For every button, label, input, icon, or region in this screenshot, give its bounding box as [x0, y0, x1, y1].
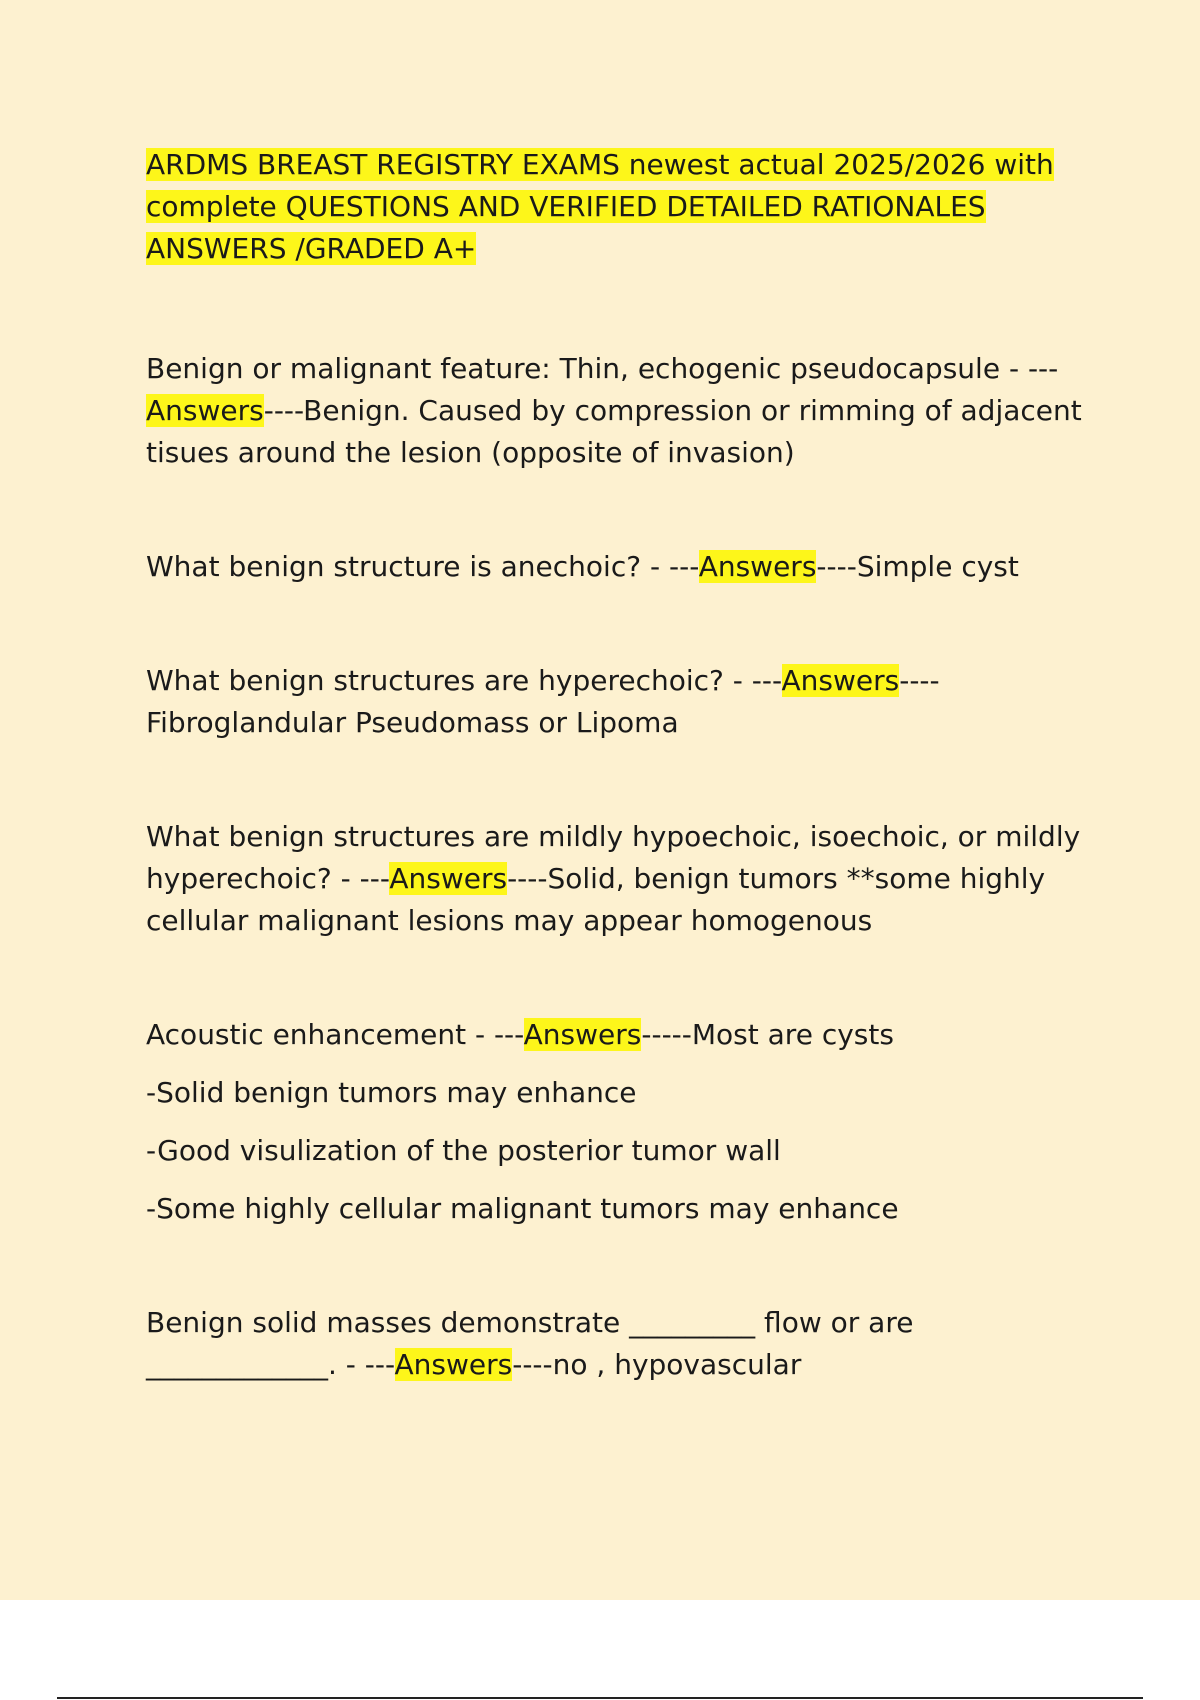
answer-marker: Answers	[394, 1348, 513, 1381]
question-text: What benign structures are hyperechoic? - ---	[146, 664, 782, 697]
answer-text: ----Benign. Caused by compression or rimming of adjacent tisues around the lesion (opposite of invasion)	[146, 394, 1082, 469]
answer-marker: Answers	[781, 664, 900, 697]
answer-text: ----Fibroglandular Pseudomass or Lipoma	[146, 664, 940, 739]
answer-text: ----Simple cyst	[816, 550, 1019, 583]
qa-text	[146, 348, 1092, 474]
answer-extra-line: -Some highly cellular malignant tumors may enhance	[146, 1192, 899, 1225]
answer-extra-line: -Solid benign tumors may enhance	[146, 1076, 637, 1109]
question-text: Benign or malignant feature: Thin, echogenic pseudocapsule - ---	[146, 352, 1058, 385]
answer-marker: Answers	[523, 1018, 642, 1051]
qa-item-6	[146, 1302, 1092, 1386]
question-text: What benign structures are mildly hypoechoic, isoechoic, or mildly hyperechoic? - ---	[146, 820, 1081, 895]
answer-extra-line: -Good visulization of the posterior tumor wall	[146, 1134, 781, 1167]
qa-item-3	[146, 660, 1092, 744]
footer-divider	[57, 1697, 1143, 1699]
answer-text: -----Most are cysts	[641, 1018, 894, 1051]
answer-marker: Answers	[698, 550, 817, 583]
qa-text	[146, 546, 1092, 588]
qa-text	[146, 1014, 1092, 1056]
qa-item-5	[146, 1014, 1092, 1230]
answer-text: ----Solid, benign tumors **some highly cellular malignant lesions may appear homogenous	[146, 862, 1046, 937]
qa-item-4	[146, 816, 1092, 942]
answer-marker: Answers	[146, 394, 264, 427]
qa-item-2	[146, 546, 1092, 588]
qa-text	[146, 1302, 1092, 1386]
qa-item-1	[146, 348, 1092, 474]
answer-marker: Answers	[389, 862, 508, 895]
title-highlight: ARDMS BREAST REGISTRY EXAMS newest actual 2025/2026 with complete QUESTIONS AND VERIFIED DETAILED RATIONALES ANSWERS /GRADED A+	[146, 148, 1054, 265]
answer-text: ----no , hypovascular	[512, 1348, 802, 1381]
qa-text	[146, 660, 1092, 744]
page-footer	[0, 1600, 1200, 1700]
question-text: Benign solid masses demonstrate _________ flow or are _____________. - ---	[146, 1306, 914, 1381]
question-text: What benign structure is anechoic? - ---	[146, 550, 699, 583]
document-title	[146, 144, 1092, 270]
qa-text	[146, 816, 1092, 942]
question-text: Acoustic enhancement - ---	[146, 1018, 524, 1051]
